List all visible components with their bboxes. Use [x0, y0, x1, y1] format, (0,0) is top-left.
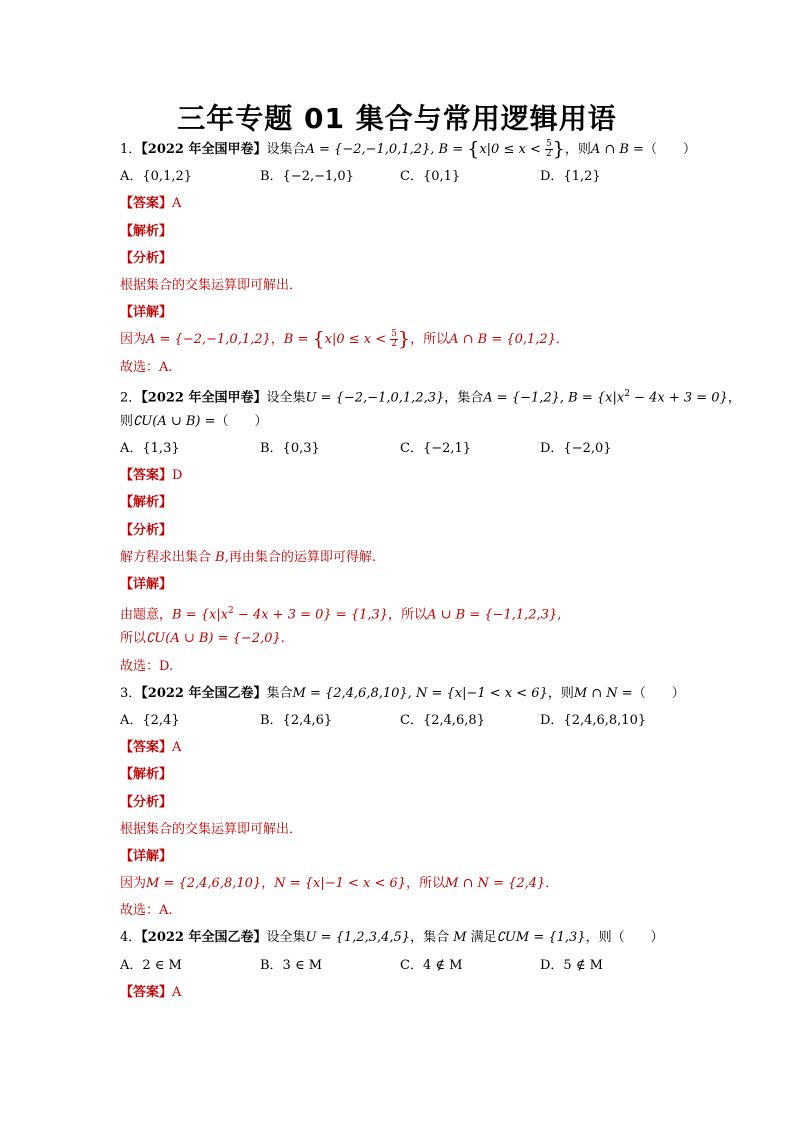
option-c: C．{−2,1}	[400, 441, 472, 457]
fraction: $\frac{5}{2}$	[545, 139, 552, 159]
option-c: C．{2,4,6,8}	[400, 712, 485, 728]
problem-2-conclusion: 故选：D.	[120, 658, 174, 674]
option-d: D．{2,4,6,8,10}	[540, 712, 647, 728]
problem-1-fenxi-text: 根据集合的交集运算即可解出．	[120, 277, 303, 293]
option-d: D．{−2,0}	[540, 441, 612, 457]
problem-2-question-line2: 则∁U(A ∪ B) =（ ）	[120, 413, 268, 429]
problem-1-conclusion: 故选：A.	[120, 359, 173, 375]
problem-2-fenxi: 【分析】	[120, 522, 173, 538]
content	[120, 136, 741, 1006]
problem-4-question: 4．【2022 年全国乙卷】设全集U = {1,2,3,4,5}，集合 M 满足∁UM = {1,3}，则（ ）	[120, 930, 664, 946]
problem-1-detail: 因为A = {−2,−1,0,1,2}，B = {x|0 ≤ x < $\frac{5}{2}$ }，所以A ∩ B = {0,1,2}．	[120, 328, 569, 351]
option-a: A．{2,4}	[120, 712, 180, 728]
option-d: D．5 ∉ M	[540, 957, 603, 973]
problem-2-fenxi-text: 解方程求出集合 B,再由集合的运算即可得解.	[120, 549, 376, 565]
option-b: B．{0,3}	[260, 441, 320, 457]
option-a: A．{1,3}	[120, 441, 180, 457]
problem-2-xiangjie: 【详解】	[120, 577, 173, 592]
problem-3-xiangjie: 【详解】	[120, 848, 173, 864]
problem-1-question: 1．【2022 年全国甲卷】设集合A = {−2,−1,0,1,2}, B = {x|0 ≤ x < $\frac{5}{2}$ }，则A ∩ B =（ ）	[120, 138, 696, 160]
option-b: B．3 ∈ M	[260, 957, 323, 973]
problem-2-detail-2: 所以∁U(A ∪ B) = {−2,0}.	[120, 631, 285, 647]
problem-3-conclusion: 故选：A.	[120, 903, 173, 919]
option-a: A．{0,1,2}	[120, 169, 193, 185]
problem-2-question: 2．【2022 年全国甲卷】设全集U = {−2,−1,0,1,2,3}，集合A = {−1,2}, $B = \{x|x^2 - 4x + 3 = 0\}$，	[120, 388, 741, 406]
option-c: C．{0,1}	[400, 169, 461, 185]
option-b: B．{−2,−1,0}	[260, 169, 354, 185]
problem-3-question: 3．【2022 年全国乙卷】集合M = {2,4,6,8,10}, N = {x|−1 < x < 6}，则M ∩ N =（ ）	[120, 685, 685, 701]
problem-1-answer: 【答案】A	[120, 196, 182, 212]
problem-2-options	[120, 435, 680, 462]
problem-1-options	[120, 163, 680, 190]
option-d: D．{1,2}	[540, 169, 601, 185]
problem-1-xiangjie: 【详解】	[120, 305, 173, 321]
problem-3-detail: 因为M = {2,4,6,8,10}，N = {x|−1 < x < 6}，所以M ∩ N = {2,4}．	[120, 876, 559, 892]
problem-2-detail-1: 由题意，$B = \{x|x^2 - 4x + 3 = 0\} = \{1,3\}$，所以A ∪ B = {−1,1,2,3},	[120, 606, 562, 623]
problem-4-options	[120, 952, 680, 979]
option-c: C．4 ∉ M	[400, 957, 463, 973]
page-title: 三年专题 01 集合与常用逻辑用语	[177, 102, 617, 135]
problem-3-options	[120, 707, 680, 734]
problem-4-answer: 【答案】A	[120, 984, 182, 1000]
problem-1-fenxi: 【分析】	[120, 250, 173, 266]
option-b: B．{2,4,6}	[260, 712, 333, 728]
option-a: A．2 ∈ M	[120, 957, 182, 973]
problem-2-jiexi: 【解析】	[120, 495, 173, 511]
problem-3-jiexi: 【解析】	[120, 767, 173, 783]
problem-2-answer: 【答案】D	[120, 468, 183, 484]
problem-3-fenxi-text: 根据集合的交集运算即可解出．	[120, 821, 303, 837]
problem-1-jiexi: 【解析】	[120, 223, 173, 239]
fraction: $\frac{5}{2}$	[391, 329, 397, 350]
problem-3-fenxi: 【分析】	[120, 794, 173, 810]
problem-3-answer: 【答案】A	[120, 740, 182, 756]
